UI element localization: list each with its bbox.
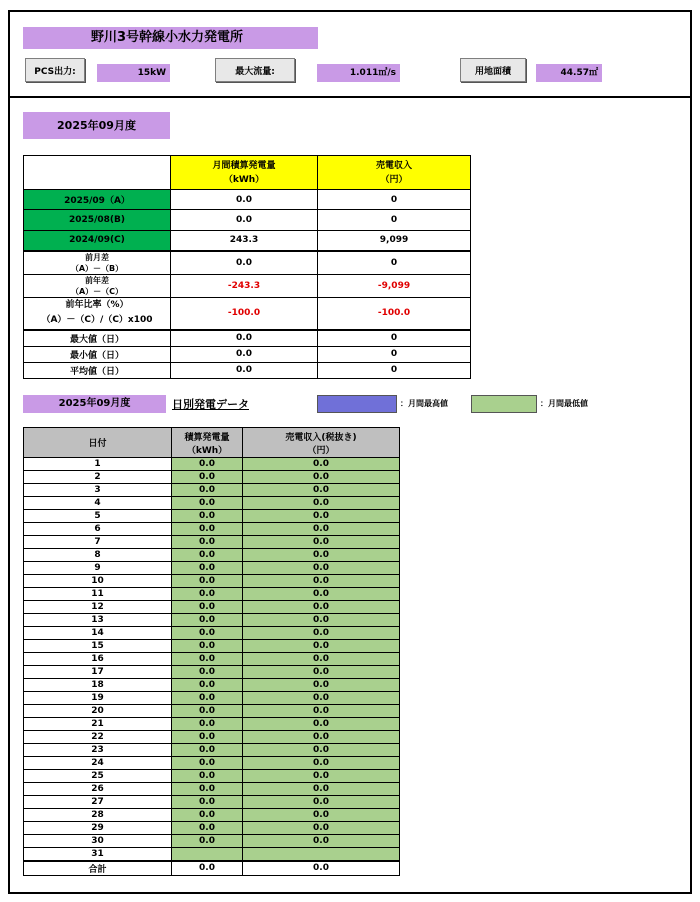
summary-month-label: 2025年09月度 xyxy=(23,112,170,139)
daily-energy-cell: 0.0 xyxy=(172,679,243,692)
daily-date-cell: 18 xyxy=(24,679,172,692)
summary-energy-cell: 0.0 xyxy=(171,330,318,346)
summary-revenue-cell: -100.0 xyxy=(318,297,471,330)
daily-revenue-cell: 0.0 xyxy=(243,523,400,536)
daily-date-cell: 29 xyxy=(24,822,172,835)
daily-total-row xyxy=(24,861,400,876)
daily-revenue-cell: 0.0 xyxy=(243,692,400,705)
table-row xyxy=(24,731,400,744)
daily-revenue-cell: 0.0 xyxy=(243,822,400,835)
daily-revenue-cell: 0.0 xyxy=(243,601,400,614)
daily-date-cell: 25 xyxy=(24,770,172,783)
daily-revenue-cell: 0.0 xyxy=(243,796,400,809)
daily-revenue-cell: 0.0 xyxy=(243,770,400,783)
daily-revenue-cell: 0.0 xyxy=(243,783,400,796)
daily-section-title: 日別発電データ xyxy=(172,398,249,411)
table-row xyxy=(24,575,400,588)
daily-energy-cell: 0.0 xyxy=(172,783,243,796)
summary-row-min xyxy=(24,346,471,362)
land-area-value: 44.57㎡ xyxy=(536,64,602,82)
daily-date-cell: 10 xyxy=(24,575,172,588)
daily-revenue-cell xyxy=(243,848,400,861)
daily-total-label: 合計 xyxy=(24,861,172,876)
daily-revenue-cell: 0.0 xyxy=(243,835,400,848)
daily-energy-cell: 0.0 xyxy=(172,692,243,705)
daily-energy-cell: 0.0 xyxy=(172,497,243,510)
table-row xyxy=(24,653,400,666)
summary-revenue-cell: 9,099 xyxy=(318,231,471,251)
legend-low-label: ：月間最低値 xyxy=(540,399,588,408)
daily-energy-cell: 0.0 xyxy=(172,718,243,731)
daily-date-cell: 26 xyxy=(24,783,172,796)
daily-energy-cell: 0.0 xyxy=(172,822,243,835)
daily-revenue-cell: 0.0 xyxy=(243,458,400,471)
daily-revenue-cell: 0.0 xyxy=(243,640,400,653)
header-divider xyxy=(8,96,692,98)
daily-energy-cell: 0.0 xyxy=(172,653,243,666)
daily-date-cell: 21 xyxy=(24,718,172,731)
daily-date-cell: 15 xyxy=(24,640,172,653)
summary-stat-label: 平均値（日） xyxy=(24,362,171,378)
summary-stat-label: 最小値（日） xyxy=(24,346,171,362)
legend-high-label: ：月間最高値 xyxy=(400,399,448,408)
plant-title: 野川3号幹線小水力発電所 xyxy=(23,27,318,49)
summary-revenue-cell: 0 xyxy=(318,362,471,378)
summary-row-label: 2025/09（A） xyxy=(24,190,171,210)
table-row xyxy=(24,822,400,835)
daily-date-cell: 20 xyxy=(24,705,172,718)
table-row xyxy=(24,679,400,692)
summary-row-yoy-diff xyxy=(24,274,471,297)
daily-date-cell: 13 xyxy=(24,614,172,627)
daily-energy-cell: 0.0 xyxy=(172,705,243,718)
daily-revenue-cell: 0.0 xyxy=(243,705,400,718)
daily-revenue-cell: 0.0 xyxy=(243,484,400,497)
daily-energy-cell: 0.0 xyxy=(172,666,243,679)
table-row xyxy=(24,562,400,575)
daily-energy-cell: 0.0 xyxy=(172,471,243,484)
table-row xyxy=(24,471,400,484)
summary-energy-cell: 243.3 xyxy=(171,231,318,251)
summary-revenue-cell: 0 xyxy=(318,210,471,231)
daily-energy-cell: 0.0 xyxy=(172,458,243,471)
max-flow-button[interactable]: 最大流量: xyxy=(215,58,295,82)
table-row xyxy=(24,848,400,861)
daily-revenue-cell: 0.0 xyxy=(243,809,400,822)
summary-energy-cell: 0.0 xyxy=(171,346,318,362)
daily-date-cell: 5 xyxy=(24,510,172,523)
daily-total-revenue: 0.0 xyxy=(243,861,400,876)
daily-date-cell: 27 xyxy=(24,796,172,809)
summary-ratio-label: 前年比率（%） （A）－（C）/（C）x100 xyxy=(24,297,171,330)
daily-revenue-cell: 0.0 xyxy=(243,614,400,627)
summary-revenue-cell: 0 xyxy=(318,346,471,362)
table-row xyxy=(24,718,400,731)
daily-date-cell: 1 xyxy=(24,458,172,471)
daily-revenue-cell: 0.0 xyxy=(243,679,400,692)
daily-energy-cell: 0.0 xyxy=(172,575,243,588)
daily-revenue-cell: 0.0 xyxy=(243,536,400,549)
daily-revenue-cell: 0.0 xyxy=(243,744,400,757)
summary-yoy-label: 前年差 （A）－（C） xyxy=(24,274,171,297)
daily-date-cell: 2 xyxy=(24,471,172,484)
monthly-summary-table xyxy=(23,155,471,379)
daily-energy-cell: 0.0 xyxy=(172,809,243,822)
daily-revenue-cell: 0.0 xyxy=(243,757,400,770)
legend-high-swatch xyxy=(317,395,397,413)
daily-revenue-cell: 0.0 xyxy=(243,497,400,510)
table-row xyxy=(24,458,400,471)
summary-energy-cell: 0.0 xyxy=(171,190,318,210)
land-area-button[interactable]: 用地面積 xyxy=(460,58,526,82)
daily-date-cell: 8 xyxy=(24,549,172,562)
summary-row-label: 2025/08(B) xyxy=(24,210,171,231)
daily-date-cell: 19 xyxy=(24,692,172,705)
daily-date-cell: 30 xyxy=(24,835,172,848)
table-row xyxy=(24,640,400,653)
table-row xyxy=(24,588,400,601)
daily-energy-cell: 0.0 xyxy=(172,523,243,536)
summary-energy-cell: -100.0 xyxy=(171,297,318,330)
daily-date-cell: 4 xyxy=(24,497,172,510)
daily-revenue-cell: 0.0 xyxy=(243,718,400,731)
summary-row-yoy-ratio xyxy=(24,297,471,330)
summary-revenue-cell: 0 xyxy=(318,330,471,346)
daily-energy-cell: 0.0 xyxy=(172,549,243,562)
table-row xyxy=(24,705,400,718)
table-row xyxy=(24,536,400,549)
table-row xyxy=(24,497,400,510)
daily-energy-cell: 0.0 xyxy=(172,601,243,614)
summary-revenue-cell: 0 xyxy=(318,190,471,210)
daily-month-label: 2025年09月度 xyxy=(23,395,166,413)
table-row xyxy=(24,549,400,562)
pcs-output-button[interactable]: PCS出力: xyxy=(25,58,85,82)
daily-energy-cell: 0.0 xyxy=(172,562,243,575)
daily-revenue-cell: 0.0 xyxy=(243,510,400,523)
table-row xyxy=(24,666,400,679)
daily-revenue-cell: 0.0 xyxy=(243,575,400,588)
table-row xyxy=(24,523,400,536)
daily-revenue-cell: 0.0 xyxy=(243,549,400,562)
summary-row-prev-year xyxy=(24,231,471,251)
summary-energy-cell: 0.0 xyxy=(171,362,318,378)
daily-revenue-cell: 0.0 xyxy=(243,588,400,601)
daily-header-row xyxy=(24,428,400,458)
summary-mom-label: 前月差 （A）－（B） xyxy=(24,251,171,275)
daily-table-body xyxy=(24,458,400,861)
daily-date-cell: 31 xyxy=(24,848,172,861)
daily-revenue-header: 売電収入(税抜き) （円） xyxy=(243,428,400,458)
summary-revenue-cell: -9,099 xyxy=(318,274,471,297)
daily-energy-cell: 0.0 xyxy=(172,588,243,601)
daily-energy-cell: 0.0 xyxy=(172,627,243,640)
daily-energy-cell: 0.0 xyxy=(172,835,243,848)
daily-date-cell: 9 xyxy=(24,562,172,575)
daily-date-cell: 6 xyxy=(24,523,172,536)
daily-energy-cell: 0.0 xyxy=(172,757,243,770)
pcs-output-value: 15kW xyxy=(97,64,170,82)
summary-revenue-cell: 0 xyxy=(318,251,471,275)
table-row xyxy=(24,809,400,822)
daily-energy-cell: 0.0 xyxy=(172,536,243,549)
daily-date-cell: 24 xyxy=(24,757,172,770)
table-row xyxy=(24,627,400,640)
daily-date-cell: 12 xyxy=(24,601,172,614)
daily-total-energy: 0.0 xyxy=(172,861,243,876)
daily-energy-cell: 0.0 xyxy=(172,484,243,497)
daily-energy-cell: 0.0 xyxy=(172,510,243,523)
daily-energy-cell: 0.0 xyxy=(172,640,243,653)
daily-generation-table xyxy=(23,427,400,876)
daily-energy-cell: 0.0 xyxy=(172,744,243,757)
daily-energy-cell: 0.0 xyxy=(172,796,243,809)
summary-energy-cell: 0.0 xyxy=(171,251,318,275)
summary-corner-cell xyxy=(24,156,171,190)
daily-energy-cell: 0.0 xyxy=(172,770,243,783)
table-row xyxy=(24,614,400,627)
table-row xyxy=(24,835,400,848)
max-flow-value: 1.011㎥/s xyxy=(317,64,400,82)
table-row xyxy=(24,783,400,796)
daily-date-cell: 22 xyxy=(24,731,172,744)
summary-stat-label: 最大値（日） xyxy=(24,330,171,346)
daily-energy-cell: 0.0 xyxy=(172,731,243,744)
daily-revenue-cell: 0.0 xyxy=(243,471,400,484)
legend-low-swatch xyxy=(471,395,537,413)
table-row xyxy=(24,757,400,770)
daily-revenue-cell: 0.0 xyxy=(243,653,400,666)
table-row xyxy=(24,510,400,523)
daily-date-cell: 17 xyxy=(24,666,172,679)
daily-date-cell: 23 xyxy=(24,744,172,757)
summary-row-max xyxy=(24,330,471,346)
daily-energy-cell xyxy=(172,848,243,861)
summary-row-current xyxy=(24,190,471,210)
daily-date-cell: 16 xyxy=(24,653,172,666)
summary-row-prev-month xyxy=(24,210,471,231)
summary-row-mom-diff xyxy=(24,251,471,275)
daily-date-cell: 14 xyxy=(24,627,172,640)
table-row xyxy=(24,796,400,809)
daily-revenue-cell: 0.0 xyxy=(243,731,400,744)
daily-revenue-cell: 0.0 xyxy=(243,562,400,575)
daily-energy-header: 積算発電量 （kWh） xyxy=(172,428,243,458)
summary-header-row xyxy=(24,156,471,190)
daily-date-header: 日付 xyxy=(24,428,172,458)
daily-date-cell: 3 xyxy=(24,484,172,497)
table-row xyxy=(24,744,400,757)
daily-date-cell: 28 xyxy=(24,809,172,822)
table-row xyxy=(24,692,400,705)
summary-energy-cell: -243.3 xyxy=(171,274,318,297)
summary-row-label: 2024/09(C) xyxy=(24,231,171,251)
summary-row-avg xyxy=(24,362,471,378)
daily-date-cell: 11 xyxy=(24,588,172,601)
summary-revenue-header: 売電収入 （円） xyxy=(318,156,471,190)
summary-energy-cell: 0.0 xyxy=(171,210,318,231)
daily-revenue-cell: 0.0 xyxy=(243,627,400,640)
summary-energy-header: 月間積算発電量 （kWh） xyxy=(171,156,318,190)
table-row xyxy=(24,770,400,783)
daily-energy-cell: 0.0 xyxy=(172,614,243,627)
daily-date-cell: 7 xyxy=(24,536,172,549)
table-row xyxy=(24,484,400,497)
table-row xyxy=(24,601,400,614)
daily-revenue-cell: 0.0 xyxy=(243,666,400,679)
